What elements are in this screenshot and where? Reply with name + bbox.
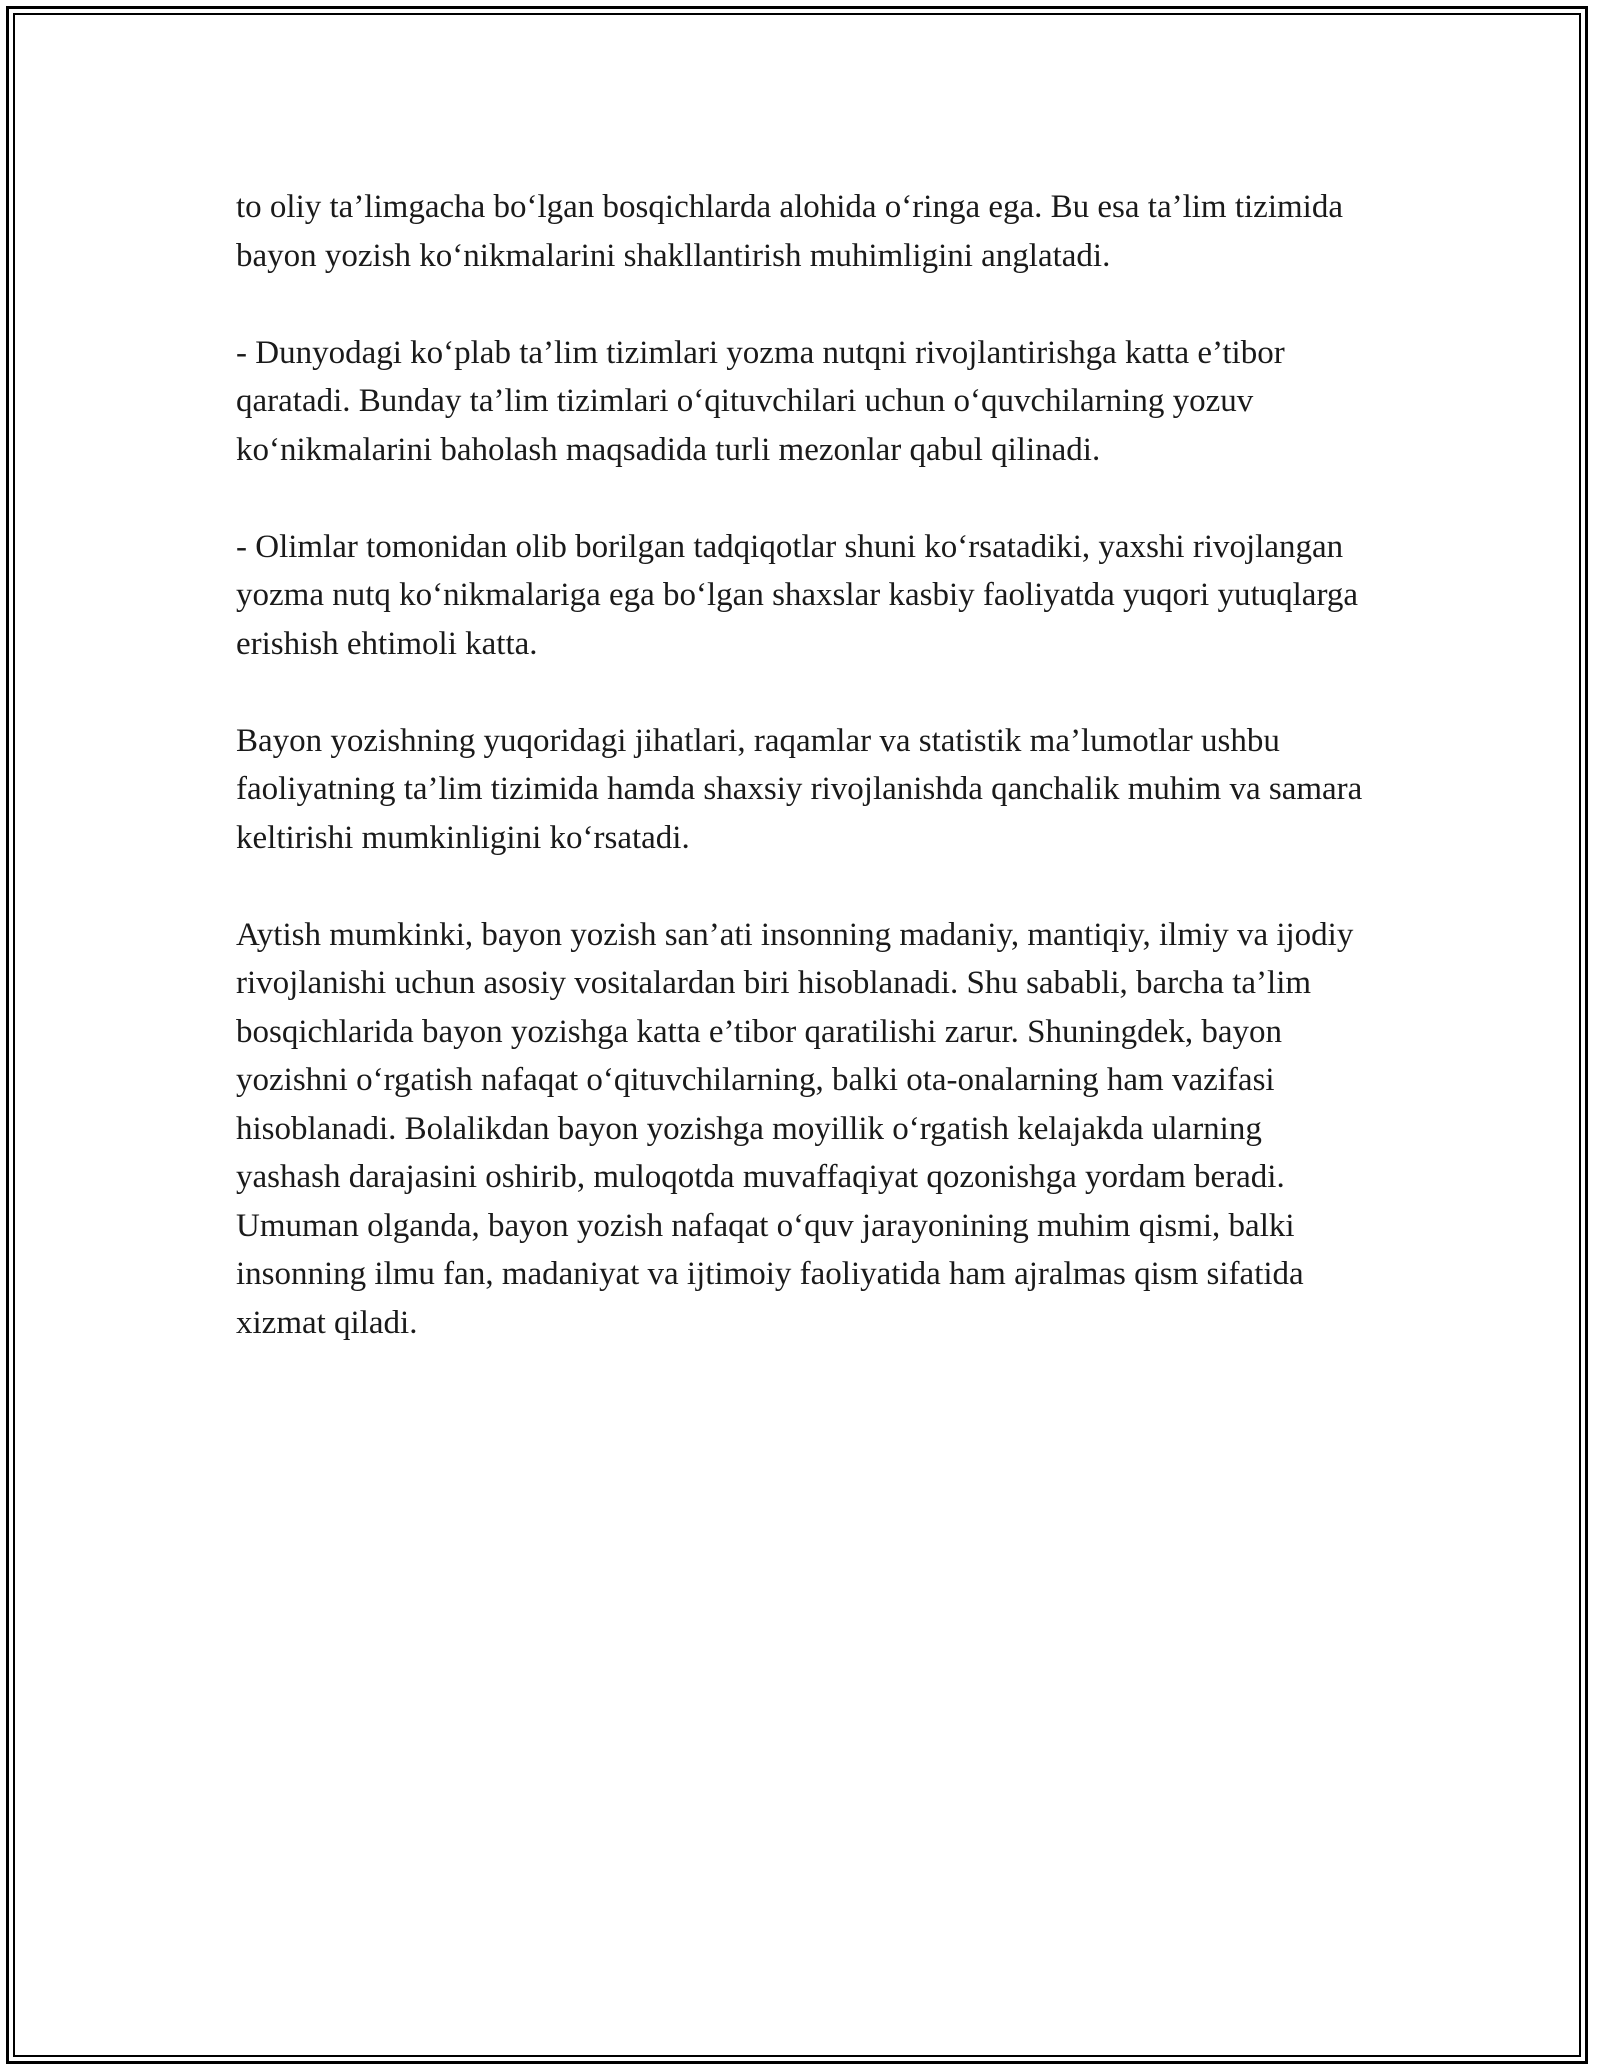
paragraph-3: - Olimlar tomonidan olib borilgan tadqiqotlar shuni ko‘rsatadiki, yaxshi rivojlangan yozma nutq ko‘nikmalariga ega bo‘lgan shaxslar kasbiy faoliyatda yuqori yutuqlarga erishish ehtimoli katta. <box>236 528 1358 662</box>
paragraph-4: Bayon yozishning yuqoridagi jihatlari, raqamlar va statistik ma’lumotlar ushbu faoliyatning ta’lim tizimida hamda shaxsiy rivojlanishda qanchalik muhim va samara keltirishi mumkinligini ko‘rsatadi. <box>236 722 1363 856</box>
paragraph-1: to oliy ta’limgacha bo‘lgan bosqichlarda alohida o‘ringa ega. Bu esa ta’lim tizimida bayon yozish ko‘nikmalarini shakllantirish muhimligini anglatadi. <box>236 189 1343 274</box>
paragraph-2: - Dunyodagi ko‘plab ta’lim tizimlari yozma nutqni rivojlantirishga katta e’tibor qaratadi. Bunday ta’lim tizimlari o‘qituvchilari uchun o‘quvchilarning yozuv ko‘nikmalarini baholash maqsadida turli mezonlar qabul qilinadi. <box>236 334 1285 468</box>
document-body <box>236 183 1366 1347</box>
paragraph-5: Aytish mumkinki, bayon yozish san’ati insonning madaniy, mantiqiy, ilmiy va ijodiy rivojlanishi uchun asosiy vositalardan biri hisoblanadi. Shu sababli, barcha ta’lim bosqichlarida bayon yozishga katta e’tibor qaratilishi zarur. Shuningdek, bayon yozishni o‘rgatish nafaqat o‘qituvchilarning, balki ota-onalarning ham vazifasi hisoblanadi. Bolalikdan bayon yozishga moyillik o‘rgatish kelajakda ularning yashash darajasini oshirib, muloqotda muvaffaqiyat qozonishga yordam beradi. Umuman olganda, bayon yozish nafaqat o‘quv jarayonining muhim qismi, balki insonning ilmu fan, madaniyat va ijtimoiy faoliyatida ham ajralmas qism sifatida xizmat qiladi. <box>236 916 1354 1341</box>
